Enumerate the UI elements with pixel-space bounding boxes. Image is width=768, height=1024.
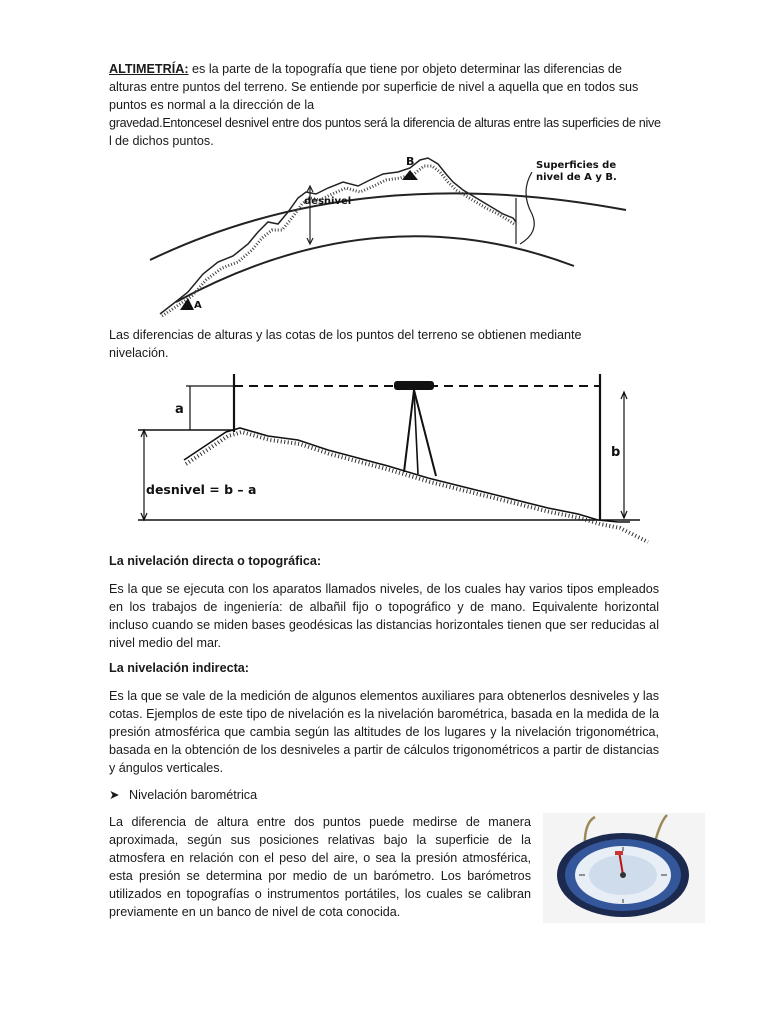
lower-level-surface	[176, 236, 574, 302]
directa-heading: La nivelación directa o topográfica:	[109, 554, 322, 568]
fig1-b-label: B	[406, 155, 415, 168]
fig2-b-label: b	[611, 445, 621, 460]
terrain-profile	[160, 158, 516, 314]
fig2-a-label: a	[175, 402, 184, 417]
barometrica-bullet	[109, 786, 257, 804]
indirecta-body: Es la que se vale de la medición de algunos elementos auxiliares para obtenerlos desniveles y las cotas. Ejemplos de este tipo de nivelación es la nivelación barométrica, basada en la medida de la presión atmosférica que cambia según las altitudes de los lugares y la nivelación trigonométrica, basada en la obtención de los desniveles a partir de cálculos trigonométricos a partir de distancias y ángulos verticales.	[109, 689, 659, 775]
leveling-figure	[128, 370, 658, 546]
barometer-marker	[615, 851, 623, 855]
barometer-hub	[620, 872, 626, 878]
barometrica-bullet-label: Nivelación barométrica	[129, 788, 258, 802]
barometer-photo	[543, 813, 705, 923]
fig1-surfaces-label-2: nivel de A y B.	[536, 172, 617, 183]
directa-body: Es la que se ejecuta con los aparatos llamados niveles, de los cuales hay varios tipos empleados en los trabajos de ingeniería: de albañil fijo o topográfico y de mano. Equivalente horizontal incluso cuando se miden bases geodésicas las distancias horizontales tienen que ser reducidas al nivel medio del mar.	[109, 582, 659, 650]
arrow-bullet-icon: ➤	[109, 788, 120, 802]
intro-paragraph	[109, 60, 661, 150]
level-instrument	[394, 381, 434, 390]
altimetria-term: ALTIMETRÍA:	[109, 62, 189, 76]
fig2-desnivel-label: desnivel = b – a	[146, 482, 257, 497]
indirecta-heading: La nivelación indirecta:	[109, 661, 249, 675]
intro-text-2: gravedad.Entoncesel desnivel entre dos puntos será la diferencia de alturas entre las superficies de nivel	[109, 116, 661, 148]
nivelacion-paragraph: Las diferencias de alturas y las cotas de los puntos del terreno se obtienen mediante nivelación.	[109, 328, 582, 360]
tripod-leg-left	[404, 390, 414, 472]
surfaces-pointer	[520, 172, 534, 244]
point-b-marker	[402, 170, 418, 180]
upper-level-surface	[150, 193, 626, 260]
intro-text-1: es la parte de la topografía que tiene por objeto determinar las diferencias de alturas entre puntos del terreno. Se entiende por superficie de nivel a aquella que en todos sus puntos es normal a la dirección de la	[109, 62, 639, 112]
intro-text-3: de dichos puntos.	[111, 134, 214, 148]
fig1-a-label: A	[194, 300, 202, 311]
barometrica-body: La diferencia de altura entre dos puntos puede medirse de manera aproximada, según sus posiciones relativas bajo la superficie de la atmosfera en relación con el peso del aire, o sea la presión atmosférica, esta presión se determina por medio de un barómetro. Los barómetros utilizados en topografías o instrumentos portátiles, los cuales se calibran previamente en un banco de nivel de cota conocida.	[109, 815, 531, 919]
fig1-desnivel-label: desnivel	[304, 196, 352, 207]
level-surfaces-figure	[148, 152, 628, 322]
fig1-surfaces-label-1: Superficies de	[536, 160, 617, 171]
